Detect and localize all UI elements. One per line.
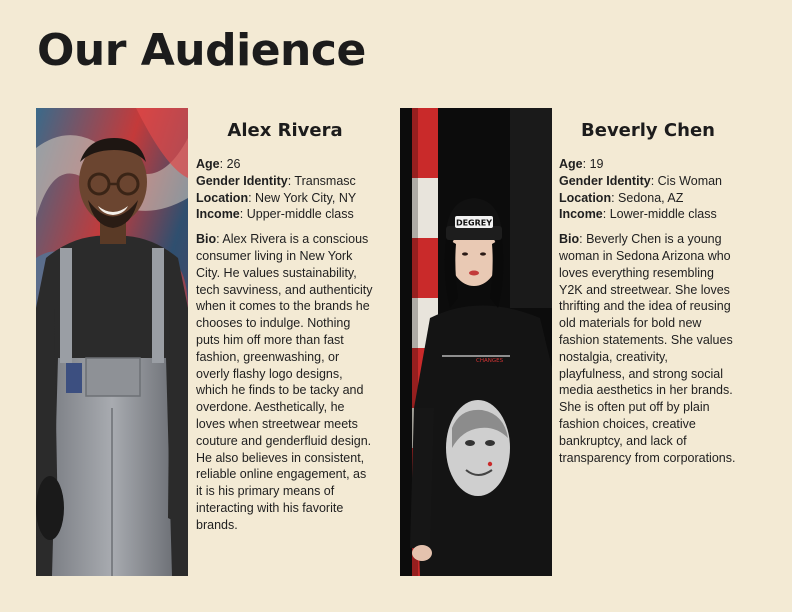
page-title: Our Audience [37, 25, 366, 76]
alex-rivera-profile [196, 120, 374, 534]
bio-label: Bio [559, 232, 580, 247]
age-row: Age: 26 [196, 157, 241, 171]
location-value: Sedona, AZ [618, 190, 684, 205]
beanie-logo-text: DEGREY [455, 218, 493, 228]
bio-text: Beverly Chen is a young woman in Sedona Arizona who loves everything resembling Y2K and streetwear. She loves thrifting and the idea of reusing old materials for bold new fashion statements. She values nostalgia, creativity, playfulness, and strong social media aesthetics in her brands. She is often put off by plain fashion choices, creative bankruptcy, and lack of transparency from corporations. [559, 232, 736, 465]
sweatshirt-text: CHANGES [476, 358, 504, 364]
income-label: Income [559, 207, 603, 222]
age-value: 19 [589, 157, 604, 171]
income-row: Income: Lower-middle class [559, 207, 717, 222]
gender-row: Gender Identity: Cis Woman [559, 173, 723, 188]
location-row: Location: New York City, NY [196, 190, 357, 205]
bio-text: Alex Rivera is a conscious consumer living in New York City. He values sustainability, tech savviness, and authenticity when it comes to the brands he chooses to indulge. Nothing puts him off more than fast fashion, greenwashing, or overly flashy logo designs, which he finds to be tacky and overdone. Aesthetically, he loves when streetwear meets couture and genderfluid design. He also believes in consistent, reliable online engagement, as it is his primary means of interacting with his favorite brands. [196, 232, 373, 532]
location-label: Location [196, 190, 249, 205]
location-value: New York City, NY [255, 190, 357, 205]
gender-row: Gender Identity: Transmasc [196, 173, 356, 188]
beverly-chen-profile [559, 120, 737, 466]
alex-rivera-photo [36, 108, 188, 576]
persona-name: Alex Rivera [227, 120, 343, 141]
age-row: Age: 19 [559, 157, 604, 171]
bio-label: Bio [196, 232, 217, 247]
gender-value: Transmasc [294, 173, 356, 188]
persona-bio: Bio: Alex Rivera is a conscious consumer living in New York City. He values sustainability, tech savviness, and authenticity when it comes to the brands he chooses to indulge. Nothing puts him off more than fast fashion, greenwashing, or overly flashy logo designs, which he finds to be tacky and overdone. Aesthetically, he loves when streetwear meets couture and genderfluid design. He also believes in consistent, reliable online engagement, as it is his primary means of interacting with his favorite brands. [196, 232, 373, 532]
location-label: Location [559, 190, 612, 205]
persona-name: Beverly Chen [581, 120, 715, 141]
persona-bio: Bio: Beverly Chen is a young woman in Sedona Arizona who loves everything resembling Y2K and streetwear. She loves thrifting and the idea of reusing old materials for bold new fashion statements. She values nostalgia, creativity, playfulness, and strong social media aesthetics in her brands. She is often put off by plain fashion choices, creative bankruptcy, and lack of transparency from corporations. [559, 232, 736, 465]
gender-label: Gender Identity [196, 173, 288, 188]
gender-value: Cis Woman [657, 173, 723, 188]
gender-label: Gender Identity [559, 173, 651, 188]
persona-stats [559, 156, 737, 223]
income-value: Upper-middle class [246, 207, 354, 222]
age-label: Age [559, 157, 583, 171]
beverly-chen-photo [400, 108, 552, 576]
location-row: Location: Sedona, AZ [559, 190, 684, 205]
persona-stats [196, 156, 374, 223]
income-value: Lower-middle class [609, 207, 717, 222]
age-label: Age [196, 157, 220, 171]
income-row: Income: Upper-middle class [196, 207, 354, 222]
income-label: Income [196, 207, 240, 222]
age-value: 26 [226, 157, 241, 171]
